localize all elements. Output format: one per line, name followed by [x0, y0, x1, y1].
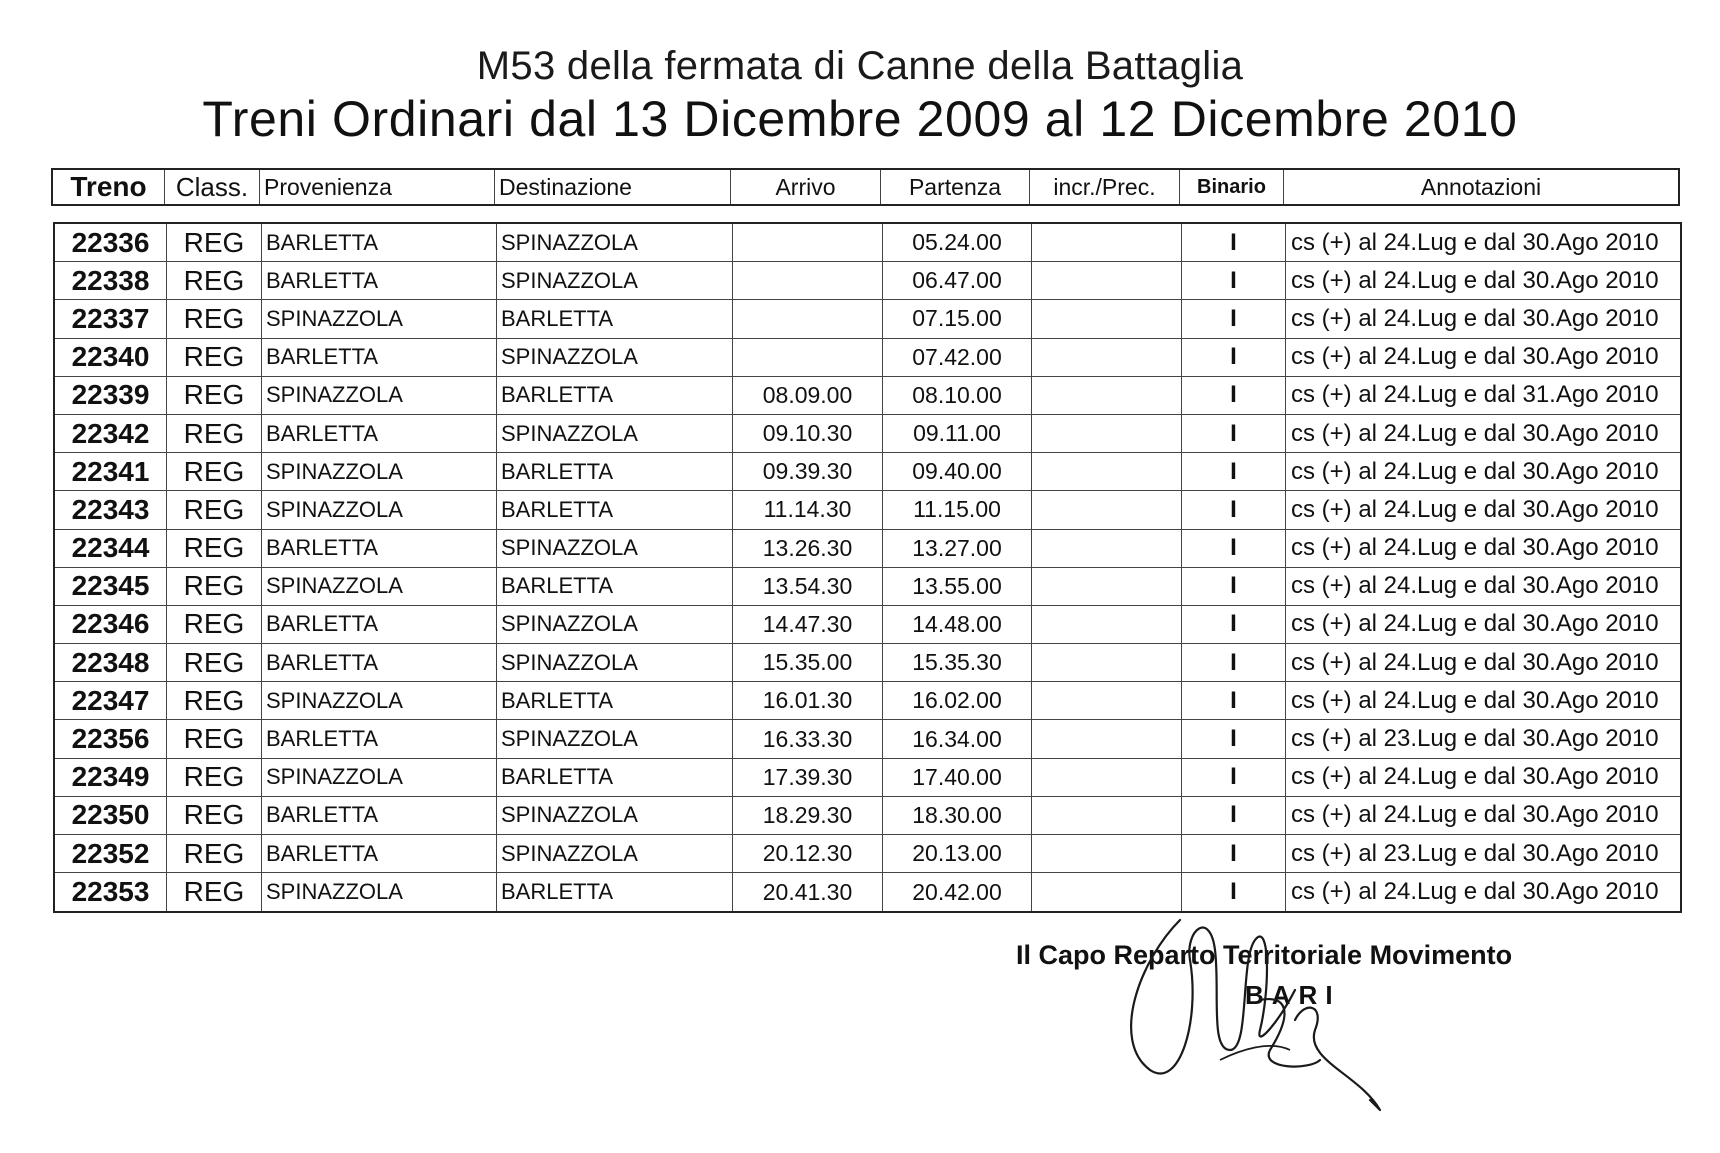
cell-incr-prec: [1032, 453, 1182, 490]
cell-destinazione: SPINAZZOLA: [497, 530, 733, 567]
cell-incr-prec: [1032, 835, 1182, 872]
header-binario: Binario: [1180, 170, 1284, 204]
cell-classe: REG: [167, 797, 262, 834]
table-row: [55, 797, 1680, 835]
table-row: [55, 491, 1680, 529]
cell-provenienza: SPINAZZOLA: [262, 377, 497, 414]
cell-destinazione: BARLETTA: [497, 300, 733, 337]
cell-partenza: 13.55.00: [883, 568, 1032, 605]
cell-incr-prec: [1032, 797, 1182, 834]
cell-partenza: 09.40.00: [883, 453, 1032, 490]
cell-annotazioni: cs (+) al 24.Lug e dal 30.Ago 2010: [1291, 686, 1659, 714]
table-row: [55, 606, 1680, 644]
header-destinazione: Destinazione: [495, 170, 731, 204]
cell-arrivo: 16.01.30: [733, 682, 883, 719]
cell-arrivo: [733, 224, 883, 261]
table-row: [55, 873, 1680, 911]
cell-destinazione: SPINAZZOLA: [497, 415, 733, 452]
cell-classe: REG: [167, 606, 262, 643]
cell-provenienza: SPINAZZOLA: [262, 682, 497, 719]
cell-annotazioni: cs (+) al 24.Lug e dal 31.Ago 2010: [1291, 381, 1659, 409]
cell-partenza: 18.30.00: [883, 797, 1032, 834]
cell-classe: REG: [167, 262, 262, 299]
cell-destinazione: SPINAZZOLA: [497, 644, 733, 681]
cell-arrivo: 15.35.00: [733, 644, 883, 681]
cell-arrivo: 09.10.30: [733, 415, 883, 452]
cell-partenza: 17.40.00: [883, 759, 1032, 796]
cell-binario: I: [1182, 835, 1286, 872]
cell-provenienza: SPINAZZOLA: [262, 300, 497, 337]
cell-treno: 22346: [55, 606, 167, 643]
cell-arrivo: 13.54.30: [733, 568, 883, 605]
cell-partenza: 20.13.00: [883, 835, 1032, 872]
table-row: [55, 530, 1680, 568]
cell-treno: 22347: [55, 682, 167, 719]
cell-annotazioni: cs (+) al 24.Lug e dal 30.Ago 2010: [1291, 763, 1659, 791]
header-annotazioni: Annotazioni: [1420, 173, 1542, 200]
cell-partenza: 16.02.00: [883, 682, 1032, 719]
cell-provenienza: BARLETTA: [262, 415, 497, 452]
cell-partenza: 11.15.00: [883, 491, 1032, 528]
cell-annotazioni: cs (+) al 24.Lug e dal 30.Ago 2010: [1291, 457, 1659, 485]
cell-arrivo: 20.41.30: [733, 873, 883, 911]
cell-partenza: 15.35.30: [883, 644, 1032, 681]
cell-destinazione: SPINAZZOLA: [497, 606, 733, 643]
cell-classe: REG: [167, 415, 262, 452]
table-row: [55, 568, 1680, 606]
cell-incr-prec: [1032, 720, 1182, 757]
cell-treno: 22353: [55, 873, 167, 911]
cell-classe: REG: [167, 339, 262, 376]
cell-classe: REG: [167, 300, 262, 337]
cell-partenza: 07.42.00: [883, 339, 1032, 376]
cell-destinazione: SPINAZZOLA: [497, 339, 733, 376]
cell-classe: REG: [167, 759, 262, 796]
cell-treno: 22342: [55, 415, 167, 452]
cell-destinazione: SPINAZZOLA: [497, 262, 733, 299]
cell-provenienza: BARLETTA: [262, 262, 497, 299]
cell-incr-prec: [1032, 262, 1182, 299]
cell-treno: 22349: [55, 759, 167, 796]
cell-incr-prec: [1032, 339, 1182, 376]
cell-incr-prec: [1032, 491, 1182, 528]
cell-binario: I: [1182, 873, 1286, 911]
document-title: Treni Ordinari dal 13 Dicembre 2009 al 12 Dicembre 2010: [202, 91, 1518, 147]
cell-destinazione: SPINAZZOLA: [497, 224, 733, 261]
cell-partenza: 13.27.00: [883, 530, 1032, 567]
table-row: [55, 453, 1680, 491]
cell-treno: 22344: [55, 530, 167, 567]
table-row: [55, 300, 1680, 338]
cell-binario: I: [1182, 339, 1286, 376]
cell-binario: I: [1182, 759, 1286, 796]
cell-arrivo: 08.09.00: [733, 377, 883, 414]
cell-partenza: 08.10.00: [883, 377, 1032, 414]
table-row: [55, 720, 1680, 758]
document-subtitle: M53 della fermata di Canne della Battaglia: [476, 44, 1244, 88]
table-row: [55, 224, 1680, 262]
cell-provenienza: SPINAZZOLA: [262, 873, 497, 911]
cell-destinazione: BARLETTA: [497, 377, 733, 414]
cell-destinazione: BARLETTA: [497, 682, 733, 719]
cell-treno: 22339: [55, 377, 167, 414]
cell-treno: 22340: [55, 339, 167, 376]
cell-partenza: 05.24.00: [883, 224, 1032, 261]
cell-treno: 22343: [55, 491, 167, 528]
cell-treno: 22356: [55, 720, 167, 757]
timetable-body: [53, 222, 1682, 913]
cell-binario: I: [1182, 682, 1286, 719]
cell-destinazione: SPINAZZOLA: [497, 835, 733, 872]
table-row: [55, 415, 1680, 453]
cell-provenienza: BARLETTA: [262, 835, 497, 872]
cell-binario: I: [1182, 491, 1286, 528]
cell-destinazione: SPINAZZOLA: [497, 720, 733, 757]
cell-binario: I: [1182, 224, 1286, 261]
cell-incr-prec: [1032, 682, 1182, 719]
signatory-city: BARI: [1245, 980, 1341, 1010]
cell-classe: REG: [167, 453, 262, 490]
cell-treno: 22352: [55, 835, 167, 872]
cell-annotazioni: cs (+) al 24.Lug e dal 30.Ago 2010: [1291, 648, 1659, 676]
cell-destinazione: BARLETTA: [497, 453, 733, 490]
cell-binario: I: [1182, 606, 1286, 643]
cell-binario: I: [1182, 300, 1286, 337]
table-row: [55, 682, 1680, 720]
cell-partenza: 09.11.00: [883, 415, 1032, 452]
cell-annotazioni: cs (+) al 23.Lug e dal 30.Ago 2010: [1291, 725, 1659, 753]
cell-classe: REG: [167, 491, 262, 528]
cell-provenienza: BARLETTA: [262, 339, 497, 376]
cell-destinazione: BARLETTA: [497, 568, 733, 605]
cell-binario: I: [1182, 797, 1286, 834]
cell-treno: 22345: [55, 568, 167, 605]
cell-partenza: 07.15.00: [883, 300, 1032, 337]
cell-classe: REG: [167, 568, 262, 605]
cell-provenienza: BARLETTA: [262, 720, 497, 757]
cell-incr-prec: [1032, 300, 1182, 337]
cell-classe: REG: [167, 682, 262, 719]
cell-incr-prec: [1032, 530, 1182, 567]
cell-arrivo: [733, 339, 883, 376]
signatory-title: Il Capo Reparto Territoriale Movimento: [1016, 940, 1513, 970]
cell-treno: 22338: [55, 262, 167, 299]
cell-incr-prec: [1032, 224, 1182, 261]
cell-provenienza: BARLETTA: [262, 224, 497, 261]
cell-destinazione: BARLETTA: [497, 759, 733, 796]
cell-destinazione: BARLETTA: [497, 873, 733, 911]
cell-classe: REG: [167, 720, 262, 757]
cell-partenza: 06.47.00: [883, 262, 1032, 299]
cell-annotazioni: cs (+) al 24.Lug e dal 30.Ago 2010: [1291, 304, 1659, 332]
cell-provenienza: BARLETTA: [262, 644, 497, 681]
cell-classe: REG: [167, 530, 262, 567]
cell-annotazioni: cs (+) al 24.Lug e dal 30.Ago 2010: [1291, 610, 1659, 638]
cell-classe: REG: [167, 377, 262, 414]
cell-annotazioni: cs (+) al 24.Lug e dal 30.Ago 2010: [1291, 228, 1659, 256]
table-row: [55, 377, 1680, 415]
cell-binario: I: [1182, 720, 1286, 757]
cell-provenienza: BARLETTA: [262, 530, 497, 567]
cell-treno: 22348: [55, 644, 167, 681]
table-row: [55, 644, 1680, 682]
cell-annotazioni: cs (+) al 24.Lug e dal 30.Ago 2010: [1291, 495, 1659, 523]
cell-provenienza: BARLETTA: [262, 606, 497, 643]
cell-partenza: 14.48.00: [883, 606, 1032, 643]
cell-arrivo: 20.12.30: [733, 835, 883, 872]
cell-destinazione: BARLETTA: [497, 491, 733, 528]
cell-arrivo: 11.14.30: [733, 491, 883, 528]
cell-binario: I: [1182, 453, 1286, 490]
cell-partenza: 16.34.00: [883, 720, 1032, 757]
cell-classe: REG: [167, 873, 262, 911]
cell-classe: REG: [167, 224, 262, 261]
cell-treno: 22336: [55, 224, 167, 261]
cell-arrivo: [733, 262, 883, 299]
cell-binario: I: [1182, 568, 1286, 605]
cell-provenienza: SPINAZZOLA: [262, 491, 497, 528]
cell-binario: I: [1182, 415, 1286, 452]
header-partenza: Partenza: [881, 170, 1030, 204]
cell-provenienza: SPINAZZOLA: [262, 568, 497, 605]
cell-incr-prec: [1032, 606, 1182, 643]
cell-binario: I: [1182, 644, 1286, 681]
header-classe: Class.: [165, 170, 260, 204]
cell-annotazioni: cs (+) al 24.Lug e dal 30.Ago 2010: [1291, 343, 1659, 371]
cell-arrivo: 09.39.30: [733, 453, 883, 490]
header-treno: Treno: [53, 170, 165, 204]
cell-incr-prec: [1032, 377, 1182, 414]
cell-annotazioni: cs (+) al 24.Lug e dal 30.Ago 2010: [1291, 801, 1659, 829]
cell-annotazioni: cs (+) al 23.Lug e dal 30.Ago 2010: [1291, 839, 1659, 867]
cell-arrivo: 13.26.30: [733, 530, 883, 567]
cell-annotazioni: cs (+) al 24.Lug e dal 30.Ago 2010: [1291, 878, 1659, 906]
table-row: [55, 262, 1680, 300]
cell-arrivo: 17.39.30: [733, 759, 883, 796]
cell-destinazione: SPINAZZOLA: [497, 797, 733, 834]
table-row: [55, 759, 1680, 797]
cell-binario: I: [1182, 377, 1286, 414]
cell-arrivo: 18.29.30: [733, 797, 883, 834]
cell-arrivo: 16.33.30: [733, 720, 883, 757]
cell-annotazioni: cs (+) al 24.Lug e dal 30.Ago 2010: [1291, 572, 1659, 600]
table-header: [51, 168, 1680, 206]
cell-partenza: 20.42.00: [883, 873, 1032, 911]
cell-classe: REG: [167, 835, 262, 872]
cell-treno: 22350: [55, 797, 167, 834]
cell-annotazioni: cs (+) al 24.Lug e dal 30.Ago 2010: [1291, 534, 1659, 562]
cell-provenienza: SPINAZZOLA: [262, 759, 497, 796]
cell-incr-prec: [1032, 644, 1182, 681]
cell-binario: I: [1182, 262, 1286, 299]
cell-incr-prec: [1032, 415, 1182, 452]
cell-annotazioni: cs (+) al 24.Lug e dal 30.Ago 2010: [1291, 419, 1659, 447]
cell-treno: 22337: [55, 300, 167, 337]
cell-annotazioni: cs (+) al 24.Lug e dal 30.Ago 2010: [1291, 266, 1659, 294]
table-row: [55, 339, 1680, 377]
header-incr-prec: incr./Prec.: [1030, 170, 1180, 204]
cell-arrivo: 14.47.30: [733, 606, 883, 643]
cell-arrivo: [733, 300, 883, 337]
cell-incr-prec: [1032, 568, 1182, 605]
cell-binario: I: [1182, 530, 1286, 567]
handwritten-signature: [1120, 900, 1420, 1130]
header-provenienza: Provenienza: [260, 170, 495, 204]
cell-incr-prec: [1032, 759, 1182, 796]
header-arrivo: Arrivo: [731, 170, 881, 204]
cell-provenienza: SPINAZZOLA: [262, 453, 497, 490]
cell-classe: REG: [167, 644, 262, 681]
cell-provenienza: BARLETTA: [262, 797, 497, 834]
table-row: [55, 835, 1680, 873]
cell-treno: 22341: [55, 453, 167, 490]
